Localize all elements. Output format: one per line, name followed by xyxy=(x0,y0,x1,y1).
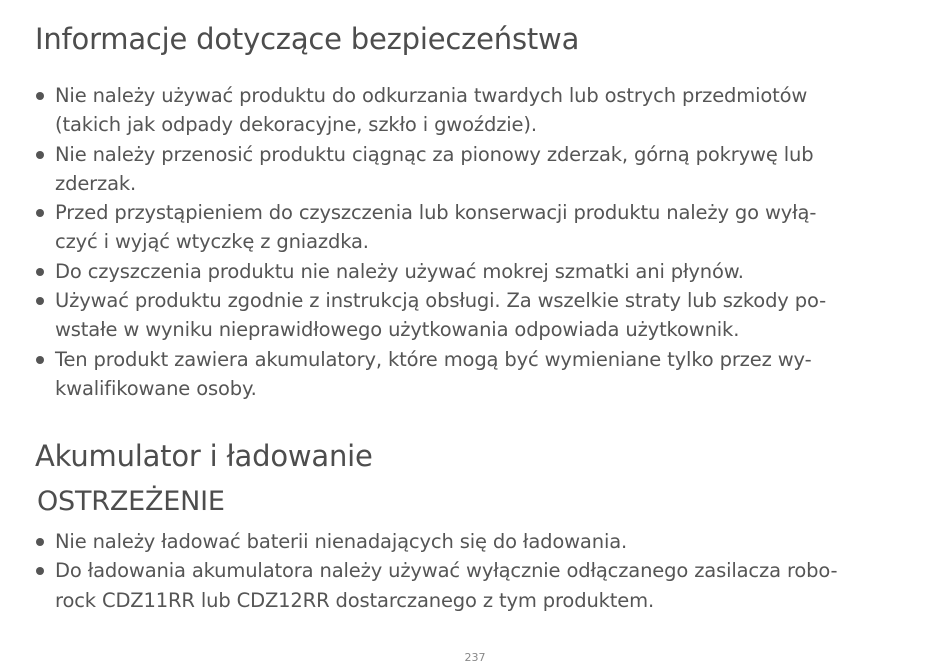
safety-item xyxy=(35,257,915,286)
bullet-icon xyxy=(36,92,44,100)
item-line: Nie należy używać produktu do odkurzania twardych lub ostrych przedmiotów xyxy=(55,84,808,107)
page-number: 237 xyxy=(464,651,486,664)
item-line: wstałe w wyniku nieprawidłowego użytkowania odpowiada użytkownik. xyxy=(55,318,740,342)
bullet-icon xyxy=(36,567,44,575)
safety-heading: Informacje dotyczące bezpieczeństwa xyxy=(35,22,580,56)
bullet-icon xyxy=(36,268,44,276)
safety-item xyxy=(35,81,915,140)
item-line: zderzak. xyxy=(55,171,137,195)
bullet-icon xyxy=(36,356,44,364)
item-line: Do czyszczenia produktu nie należy używać mokrej szmatki ani płynów. xyxy=(55,259,744,283)
item-line: (takich jak odpady dekoracyjne, szkło i gwoździe). xyxy=(55,113,537,137)
battery-item xyxy=(35,527,915,556)
item-line: czyć i wyjąć wtyczkę z gniazdka. xyxy=(55,230,369,254)
item-line: Nie należy przenosić produktu ciągnąc za pionowy zderzak, górną pokrywę lub xyxy=(55,142,814,166)
bullet-icon xyxy=(36,151,44,159)
safety-item xyxy=(35,286,915,345)
bullet-icon xyxy=(36,209,44,217)
warning-heading: OSTRZEŻENIE xyxy=(37,486,225,517)
battery-heading: Akumulator i ładowanie xyxy=(35,439,373,473)
battery-list xyxy=(35,527,915,615)
safety-item xyxy=(35,198,915,257)
item-line: Ten produkt zawiera akumulatory, które mogą być wymieniane tylko przez wy- xyxy=(55,347,812,371)
safety-list xyxy=(35,81,915,403)
item-line: rock CDZ11RR lub CDZ12RR dostarczanego z tym produktem. xyxy=(55,588,655,612)
item-line: Używać produktu zgodnie z instrukcją obsługi. Za wszelkie straty lub szkody po- xyxy=(55,289,826,313)
item-line: Przed przystąpieniem do czyszczenia lub konserwacji produktu należy go wyłą- xyxy=(55,201,817,225)
item-line: kwalifikowane osoby. xyxy=(55,376,257,400)
safety-item xyxy=(35,140,915,199)
bullet-icon xyxy=(36,538,44,546)
battery-item xyxy=(35,556,915,615)
bullet-icon xyxy=(36,297,44,305)
item-line: Nie należy ładować baterii nienadających się do ładowania. xyxy=(55,530,628,553)
item-line: Do ładowania akumulatora należy używać wyłącznie odłączanego zasilacza robo- xyxy=(55,559,838,583)
safety-item xyxy=(35,345,915,404)
